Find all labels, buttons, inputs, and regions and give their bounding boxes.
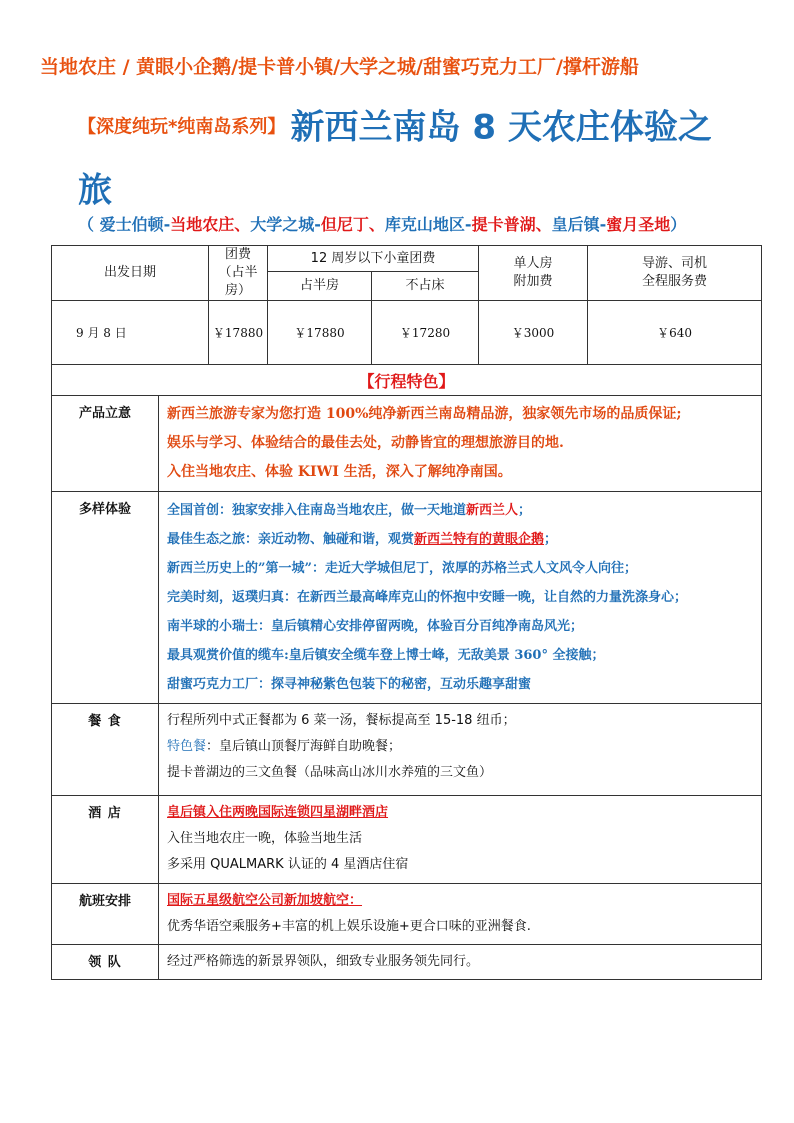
hotel-line-highlight: 皇后镇入住两晚国际连锁四星湖畔酒店 — [167, 805, 389, 820]
leader-line: 经过严格筛选的新景界领队，细致专业服务领先同行。 — [167, 954, 480, 969]
header-group-fee-note: （占半房） — [218, 265, 258, 298]
label-hotel — [52, 796, 159, 884]
flight-line: 优秀华语空乘服务+丰富的机上娱乐设施+更合口味的亚洲餐食. — [167, 919, 531, 934]
route-part: 库克山地区- — [384, 215, 472, 234]
header-child-fee: 12 周岁以下小童团费 — [268, 246, 479, 272]
experience-highlight: 新西兰人 — [466, 503, 519, 518]
hotel-line: 多采用 QUALMARK 认证的 4 星酒店住宿 — [167, 857, 409, 872]
experience-line — [167, 496, 753, 525]
concept-line: 入住当地农庄、体验 KIWI 生活，深入了解纯净南国。 — [167, 464, 512, 480]
experience-line: 最具观赏价值的缆车:皇后镇安全缆车登上博士峰，无敌美景 360° 全接触； — [167, 648, 605, 663]
headline-destinations: 当地农庄 / 黄眼小企鹅/提卡普小镇/大学之城/甜蜜巧克力工厂/撑杆游船 — [40, 56, 639, 78]
header-guide-label: 导游、司机 — [642, 256, 708, 271]
meals-line: 行程所列中式正餐都为 6 菜一汤，餐标提高至 15-18 纽币； — [167, 713, 516, 728]
experience-text: 全国首创：独家安排入住南岛当地农庄，做一天地道 — [167, 503, 467, 518]
meals-text: ：皇后镇山顶餐厅海鲜自助晚餐； — [206, 739, 402, 754]
meals-highlight: 特色餐 — [167, 739, 207, 754]
header-single-label: 单人房 — [513, 256, 553, 271]
label-tour-leader — [52, 945, 159, 980]
experience-line: 甜蜜巧克力工厂：探寻神秘紫色包装下的秘密，互动乐趣享甜蜜 — [167, 677, 532, 692]
experience-text: ； — [518, 503, 532, 518]
route-part: ） — [670, 215, 687, 234]
content-product-concept — [159, 396, 762, 492]
meals-line: 提卡普湖边的三文鱼餐（品味高山冰川水养殖的三文鱼） — [167, 765, 493, 780]
experience-line: 完美时刻，返璞归真：在新西兰最高峰库克山的怀抱中安睡一晚，让自然的力量洗涤身心； — [167, 590, 688, 605]
child-no-bed-value: ￥17280 — [372, 301, 479, 365]
route-part: 蜜月圣地 — [606, 215, 671, 234]
content-meals — [159, 704, 762, 796]
label-meals — [52, 704, 159, 796]
guide-fee-value: ￥640 — [588, 301, 762, 365]
header-single-supplement — [479, 246, 588, 301]
route-part: 提卡普湖、 — [471, 215, 552, 234]
concept-line: 新西兰旅游专家为您打造 100%纯净新西兰南岛精品游，独家领先市场的品质保证; — [167, 406, 682, 422]
label-meals-text: 餐 食 — [88, 714, 122, 729]
route-part: 但尼丁、 — [320, 215, 385, 234]
label-product-concept: 产品立意 — [52, 396, 159, 492]
header-guide-fee — [588, 246, 762, 301]
route-summary — [78, 212, 778, 235]
flight-line-highlight: 国际五星级航空公司新加坡航空： — [167, 893, 363, 908]
header-guide-note: 全程服务费 — [642, 274, 708, 289]
experience-text: 最佳生态之旅：亲近动物、触碰和谐，观赏 — [167, 532, 415, 547]
child-half-room-value: ￥17880 — [268, 301, 372, 365]
experience-line — [167, 525, 753, 554]
experience-line: 新西兰历史上的”第一城”：走近大学城但尼丁，浓厚的苏格兰式人文风令人向往； — [167, 561, 637, 576]
hotel-line: 入住当地农庄一晚，体验当地生活 — [167, 831, 363, 846]
content-tour-leader — [159, 945, 762, 980]
single-supplement-value: ￥3000 — [479, 301, 588, 365]
header-group-fee-label: 团费 — [225, 247, 252, 262]
itinerary-table — [51, 245, 762, 980]
route-part: 当地农庄、 — [170, 215, 251, 234]
header-child-no-bed: 不占床 — [372, 272, 479, 301]
header-group-fee — [209, 246, 268, 301]
price-row — [52, 301, 762, 365]
content-flight — [159, 884, 762, 945]
departure-date: 9 月 8 日 — [52, 301, 209, 365]
header-single-note: 附加费 — [513, 274, 553, 289]
experience-highlight: 新西兰特有的黄眼企鹅 — [414, 532, 545, 547]
label-experiences: 多样体验 — [52, 492, 159, 704]
route-part: 大学之城- — [250, 215, 321, 234]
experience-line: 南半球的小瑞士：皇后镇精心安排停留两晚，体验百分百纯净南岛风光； — [167, 619, 584, 634]
meals-line — [167, 734, 753, 760]
series-label: 【深度纯玩*纯南岛系列】 — [78, 116, 286, 138]
content-hotel — [159, 796, 762, 884]
route-part: 皇后镇- — [551, 215, 607, 234]
section-title-features: 【行程特色】 — [52, 365, 762, 396]
content-experiences — [159, 492, 762, 704]
route-part: （ 爱士伯顿- — [78, 215, 171, 234]
header-child-half-room: 占半房 — [268, 272, 372, 301]
header-departure-date: 出发日期 — [52, 246, 209, 301]
label-hotel-text: 酒 店 — [88, 806, 122, 821]
title-block — [78, 96, 768, 221]
label-flight: 航班安排 — [52, 884, 159, 945]
page-title-continued: 旅 — [78, 170, 112, 210]
concept-line: 娱乐与学习、体验结合的最佳去处，动静皆宜的理想旅游目的地. — [167, 435, 564, 451]
page-title: 新西兰南岛 8 天农庄体验之 — [290, 107, 712, 148]
group-fee-value: ￥17880 — [209, 301, 268, 365]
experience-text: ； — [544, 532, 558, 547]
label-tour-leader-text: 领 队 — [88, 955, 122, 970]
